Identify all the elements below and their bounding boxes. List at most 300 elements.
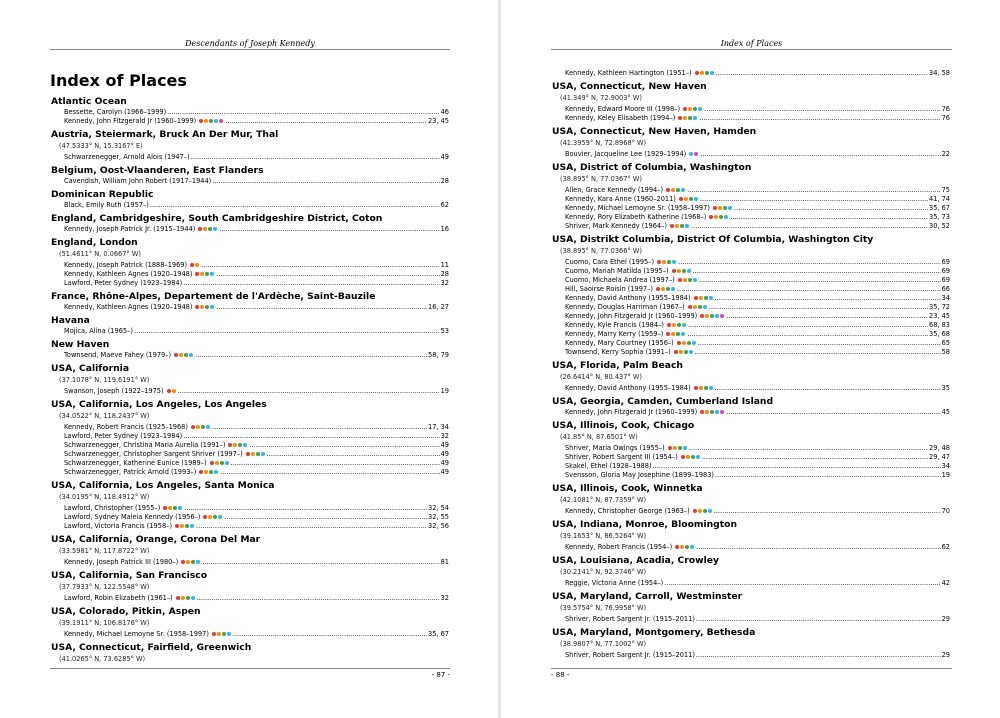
dot-leader <box>216 270 439 279</box>
person-name: Schwarzenegger, Arnold Alois (1947–) <box>64 153 190 161</box>
cyan-dot-icon <box>206 425 210 429</box>
place-group <box>552 591 950 624</box>
person-name: Kennedy, John Fitzgerald Jr (1960–1999) <box>64 117 197 125</box>
page-reference: 29 <box>941 651 950 659</box>
orange-dot-icon <box>705 410 709 414</box>
dot-leader <box>664 579 940 588</box>
index-entry <box>552 543 950 552</box>
dot-leader <box>678 258 941 267</box>
index-entry <box>552 69 950 78</box>
index-entry <box>51 441 449 450</box>
page-number: - 87 - <box>50 668 450 680</box>
orange-dot-icon <box>662 260 666 264</box>
cyan-dot-icon <box>178 506 182 510</box>
index-entry <box>51 630 449 639</box>
running-header: Descendants of Joseph Kennedy <box>50 38 450 50</box>
green-dot-icon <box>220 461 224 465</box>
orange-dot-icon <box>233 443 237 447</box>
dot-leader <box>709 303 928 312</box>
person-name: Mojica, Alina (1965–) <box>64 327 133 335</box>
dot-leader <box>695 348 941 357</box>
index-entry <box>552 303 950 312</box>
place-coordinates: (38.895° N, 77.0366° W) <box>560 247 642 255</box>
dot-leader <box>715 384 941 393</box>
orange-dot-icon <box>200 272 204 276</box>
relationship-dots <box>656 287 676 291</box>
page-reference: 34 <box>941 294 950 302</box>
dot-leader <box>716 69 928 78</box>
red-dot-icon <box>212 632 216 636</box>
cyan-dot-icon <box>708 509 712 513</box>
dot-leader <box>267 450 440 459</box>
page-reference: 16, 27 <box>428 303 449 311</box>
relationship-dots <box>694 296 714 300</box>
green-dot-icon <box>209 470 213 474</box>
dot-leader <box>653 462 941 471</box>
relationship-dots <box>678 116 698 120</box>
place-group <box>51 570 449 603</box>
orange-dot-icon <box>682 341 686 345</box>
page-reference: 65 <box>941 339 950 347</box>
place-heading: England, Cambridgeshire, South Cambridgeshire District, Coton <box>51 213 383 224</box>
cyan-dot-icon <box>690 545 694 549</box>
place-heading: Dominican Republic <box>51 189 154 200</box>
place-heading: France, Rhône-Alpes, Departement de l'Ardèche, Saint-Bauzile <box>51 291 376 302</box>
dot-leader <box>687 330 928 339</box>
relationship-dots <box>199 119 224 123</box>
dot-leader <box>202 558 439 567</box>
dot-leader <box>734 204 928 213</box>
person-name: Kennedy, John Fitzgerald Jr (1960–1999) <box>565 408 698 416</box>
cyan-dot-icon <box>694 197 698 201</box>
cyan-dot-icon <box>672 260 676 264</box>
place-group <box>51 129 449 162</box>
green-dot-icon <box>666 287 670 291</box>
place-heading: Havana <box>51 315 90 326</box>
dot-leader <box>696 615 941 624</box>
orange-dot-icon <box>700 71 704 75</box>
index-entry <box>51 459 449 468</box>
left-page <box>0 0 498 718</box>
cyan-dot-icon <box>243 443 247 447</box>
cyan-dot-icon <box>693 278 697 282</box>
red-dot-icon <box>666 332 670 336</box>
red-dot-icon <box>670 224 674 228</box>
person-name: Kennedy, Edward Moore III (1998–) <box>565 105 681 113</box>
place-coordinates: (41.0265° N, 73.6285° W) <box>59 655 146 663</box>
person-name: Lawford, Peter Sydney (1923–1984) <box>64 432 183 440</box>
index-entry <box>51 387 449 396</box>
red-dot-icon <box>674 350 678 354</box>
place-group <box>552 234 950 357</box>
index-entry <box>51 504 449 513</box>
place-group <box>552 360 950 393</box>
person-name: Cuomo, Cara Ethel (1995–) <box>565 258 655 266</box>
red-dot-icon <box>246 452 250 456</box>
red-dot-icon <box>666 188 670 192</box>
orange-dot-icon <box>675 224 679 228</box>
index-entry <box>51 450 449 459</box>
relationship-dots <box>198 227 218 231</box>
relationship-dots <box>657 260 677 264</box>
red-dot-icon <box>198 227 202 231</box>
index-entry <box>552 453 950 462</box>
index-entry <box>552 408 950 417</box>
page-reference: 35 <box>941 384 950 392</box>
place-coordinates: (37.7933° N, 122.5548° W) <box>59 583 150 591</box>
green-dot-icon <box>191 560 195 564</box>
relationship-dots <box>694 386 714 390</box>
person-name: Kennedy, David Anthony (1955–1984) <box>565 384 691 392</box>
index-entry <box>552 507 950 516</box>
page-reference: 68, 83 <box>929 321 950 329</box>
place-heading: USA, Illinois, Cook, Winnetka <box>552 483 703 494</box>
orange-dot-icon <box>693 305 697 309</box>
page-reference: 81 <box>440 558 449 566</box>
index-entry <box>51 303 449 312</box>
index-entry <box>552 579 950 588</box>
page-reference: 45 <box>941 408 950 416</box>
place-group <box>51 96 449 126</box>
dot-leader <box>730 213 928 222</box>
relationship-dots <box>674 350 694 354</box>
dot-leader <box>134 327 440 336</box>
orange-dot-icon <box>181 596 185 600</box>
page-reference: 34, 58 <box>929 69 950 77</box>
place-group <box>552 555 950 588</box>
cyan-dot-icon <box>693 116 697 120</box>
dot-leader <box>220 468 439 477</box>
place-group <box>51 480 449 531</box>
green-dot-icon <box>704 386 708 390</box>
index-entry <box>552 150 950 159</box>
page-reference: 49 <box>440 450 449 458</box>
page-reference: 23, 45 <box>929 312 950 320</box>
orange-dot-icon <box>217 632 221 636</box>
green-dot-icon <box>705 71 709 75</box>
orange-dot-icon <box>204 119 208 123</box>
index-entry <box>552 651 950 660</box>
cyan-dot-icon <box>709 296 713 300</box>
green-dot-icon <box>222 632 226 636</box>
place-group <box>552 519 950 552</box>
page-number: - 88 - <box>551 668 952 680</box>
place-heading: USA, California, Los Angeles, Los Angeles <box>51 399 267 410</box>
red-dot-icon <box>681 455 685 459</box>
person-name: Kennedy, Joseph Patrick III (1980–) <box>64 558 179 566</box>
place-group <box>51 189 449 210</box>
dot-leader <box>715 471 941 480</box>
page-reference: 69 <box>941 276 950 284</box>
cyan-dot-icon <box>681 332 685 336</box>
page-reference: 29, 48 <box>929 444 950 452</box>
dot-leader <box>700 195 928 204</box>
index-entry <box>552 114 950 123</box>
person-name: Hill, Saoirse Roisin (1997–) <box>565 285 653 293</box>
green-dot-icon <box>256 452 260 456</box>
page-reference: 53 <box>440 327 449 335</box>
relationship-dots <box>666 332 686 336</box>
green-dot-icon <box>687 341 691 345</box>
page-reference: 69 <box>941 258 950 266</box>
green-dot-icon <box>719 215 723 219</box>
place-group <box>51 291 449 312</box>
place-group <box>51 213 449 234</box>
green-dot-icon <box>186 596 190 600</box>
person-name: Cavendish, William John Robert (1917–1944) <box>64 177 212 185</box>
dot-leader <box>698 339 941 348</box>
cyan-dot-icon <box>191 596 195 600</box>
green-dot-icon <box>691 455 695 459</box>
relationship-dots <box>679 197 699 201</box>
orange-dot-icon <box>204 470 208 474</box>
place-heading: USA, California <box>51 363 130 374</box>
red-dot-icon <box>656 287 660 291</box>
cyan-dot-icon <box>681 188 685 192</box>
green-dot-icon <box>698 305 702 309</box>
orange-dot-icon <box>215 461 219 465</box>
red-dot-icon <box>675 545 679 549</box>
index-entry <box>51 351 449 360</box>
cyan-dot-icon <box>687 269 691 273</box>
orange-dot-icon <box>718 206 722 210</box>
cyan-dot-icon <box>715 410 719 414</box>
red-dot-icon <box>175 524 179 528</box>
place-heading: USA, Louisiana, Acadia, Crowley <box>552 555 719 566</box>
page-reference: 28 <box>440 177 449 185</box>
person-name: Reggie, Victoria Anne (1954–) <box>565 579 664 587</box>
place-group <box>552 81 950 123</box>
relationship-dots <box>174 353 194 357</box>
cyan-dot-icon <box>715 314 719 318</box>
green-dot-icon <box>676 188 680 192</box>
red-dot-icon <box>688 305 692 309</box>
cyan-dot-icon <box>710 71 714 75</box>
dot-leader <box>704 105 941 114</box>
index-entry <box>51 423 449 432</box>
page-reference: 66 <box>941 285 950 293</box>
relationship-dots <box>228 443 248 447</box>
page-reference: 35, 67 <box>929 204 950 212</box>
person-name: Kennedy, David Anthony (1955–1984) <box>565 294 691 302</box>
green-dot-icon <box>688 278 692 282</box>
page-reference: 35, 73 <box>929 213 950 221</box>
page-reference: 35, 68 <box>929 330 950 338</box>
person-name: Black, Emily Ruth (1957–) <box>64 201 149 209</box>
person-name: Swanson, Joseph (1922–1975) <box>64 387 164 395</box>
person-name: Kennedy, Kathleen Hartington (1951–) <box>565 69 692 77</box>
place-heading: USA, Maryland, Carroll, Westminster <box>552 591 743 602</box>
dot-leader <box>700 150 940 159</box>
place-heading: Atlantic Ocean <box>51 96 127 107</box>
dot-leader <box>231 459 440 468</box>
index-entry <box>552 348 950 357</box>
page-reference: 16 <box>440 225 449 233</box>
dot-leader <box>201 261 440 270</box>
page-reference: 34 <box>941 462 950 470</box>
relationship-dots <box>203 515 223 519</box>
page-reference: 76 <box>941 114 950 122</box>
orange-dot-icon <box>683 116 687 120</box>
place-coordinates: (41.349° N, 72.9003° W) <box>560 94 642 102</box>
relationship-dots <box>167 389 177 393</box>
person-name: Kennedy, Keley Elisabeth (1994–) <box>565 114 676 122</box>
cyan-dot-icon <box>696 455 700 459</box>
green-dot-icon <box>689 197 693 201</box>
page-reference: 58, 79 <box>428 351 449 359</box>
page-reference: 29 <box>941 615 950 623</box>
index-entry <box>552 285 950 294</box>
relationship-dots <box>163 506 183 510</box>
relationship-dots <box>666 188 686 192</box>
green-dot-icon <box>205 272 209 276</box>
pink-dot-icon <box>720 314 724 318</box>
green-dot-icon <box>723 206 727 210</box>
index-entry <box>552 267 950 276</box>
green-dot-icon <box>703 509 707 513</box>
red-dot-icon <box>683 107 687 111</box>
green-dot-icon <box>682 269 686 273</box>
cyan-dot-icon <box>703 305 707 309</box>
page-reference: 42 <box>941 579 950 587</box>
green-dot-icon <box>680 224 684 228</box>
green-dot-icon <box>185 524 189 528</box>
orange-dot-icon <box>200 305 204 309</box>
dot-leader <box>693 267 941 276</box>
page-reference: 46 <box>440 108 449 116</box>
dot-leader <box>212 177 439 186</box>
cyan-dot-icon <box>683 446 687 450</box>
place-group <box>51 165 449 186</box>
dot-leader <box>184 504 427 513</box>
index-entry <box>51 279 449 288</box>
cyan-dot-icon <box>261 452 265 456</box>
cyan-dot-icon <box>698 107 702 111</box>
index-entry <box>51 261 449 270</box>
orange-dot-icon <box>251 452 255 456</box>
red-dot-icon <box>195 305 199 309</box>
green-dot-icon <box>688 116 692 120</box>
green-dot-icon <box>209 119 213 123</box>
index-entry <box>51 522 449 531</box>
index-entry <box>552 294 950 303</box>
relationship-dots <box>668 446 688 450</box>
page-reference: 32, 55 <box>428 513 449 521</box>
person-name: Kennedy, Robert Francis (1925–1968) <box>64 423 188 431</box>
person-name: Kennedy, Joseph Patrick (1888–1969) <box>64 261 188 269</box>
red-dot-icon <box>695 71 699 75</box>
place-group <box>552 420 950 480</box>
place-heading: England, London <box>51 237 138 248</box>
green-dot-icon <box>685 545 689 549</box>
green-dot-icon <box>205 305 209 309</box>
person-name: Kennedy, Kathleen Agnes (1920–1948) <box>64 270 193 278</box>
cyan-dot-icon <box>190 524 194 528</box>
page-reference: 35, 67 <box>428 630 449 638</box>
index-entry <box>552 384 950 393</box>
place-heading: USA, Connecticut, Fairfield, Greenwich <box>51 642 252 653</box>
dot-leader <box>726 408 940 417</box>
place-coordinates: (38.895° N, 77.0367° W) <box>560 175 642 183</box>
red-dot-icon <box>700 314 704 318</box>
page-reference: 62 <box>440 201 449 209</box>
relationship-dots <box>683 107 703 111</box>
red-dot-icon <box>668 446 672 450</box>
place-heading: USA, California, San Francisco <box>51 570 208 581</box>
place-group <box>51 399 449 477</box>
place-heading: Belgium, Oost-Vlaanderen, East Flanders <box>51 165 264 176</box>
person-name: Lawford, Christopher (1955–) <box>64 504 161 512</box>
green-dot-icon <box>184 353 188 357</box>
page-reference: 49 <box>440 153 449 161</box>
place-coordinates: (41.3959° N, 72.8968° W) <box>560 139 647 147</box>
person-name: Kennedy, Michael Lemoyne Sr. (1958–1997) <box>64 630 209 638</box>
page-reference: 49 <box>440 441 449 449</box>
page-reference: 32 <box>440 432 449 440</box>
page-reference: 41, 74 <box>929 195 950 203</box>
red-dot-icon <box>181 560 185 564</box>
page-reference: 70 <box>941 507 950 515</box>
index-entry <box>51 153 449 162</box>
place-heading: USA, California, Los Angeles, Santa Monica <box>51 480 275 491</box>
person-name: Kennedy, Rory Elizabeth Katherine (1968–) <box>565 213 707 221</box>
dot-leader <box>702 453 928 462</box>
dot-leader <box>691 222 928 231</box>
person-name: Lawford, Robin Elizabeth (1961–) <box>64 594 173 602</box>
person-name: Kennedy, Kara Anne (1960–2011) <box>565 195 676 203</box>
index-entry <box>552 312 950 321</box>
page-reference: 30, 52 <box>929 222 950 230</box>
orange-dot-icon <box>684 197 688 201</box>
place-heading: USA, Distrikt Columbia, District Of Columbia, Washington City <box>552 234 874 245</box>
right-page <box>501 0 1000 718</box>
place-heading: USA, Connecticut, New Haven <box>552 81 707 92</box>
place-coordinates: (30.2141° N, 92.3746° W) <box>560 568 647 576</box>
dot-leader <box>150 201 440 210</box>
relationship-dots <box>246 452 266 456</box>
dot-leader <box>183 432 439 441</box>
cyan-dot-icon <box>210 272 214 276</box>
person-name: Kennedy, Kyle Francis (1984–) <box>565 321 664 329</box>
person-name: Townsend, Kerry Sophia (1991–) <box>565 348 671 356</box>
page-reference: 29, 47 <box>929 453 950 461</box>
dot-leader <box>196 522 427 531</box>
place-heading: USA, Maryland, Montgomery, Bethesda <box>552 627 756 638</box>
place-coordinates: (42.1081° N, 87.7359° W) <box>560 496 647 504</box>
relationship-dots <box>700 314 725 318</box>
red-dot-icon <box>694 386 698 390</box>
index-entry <box>552 258 950 267</box>
relationship-dots <box>689 152 699 156</box>
dot-leader <box>178 387 440 396</box>
person-name: Schwarzenegger, Katherine Eunice (1989–) <box>64 459 207 467</box>
dot-leader <box>191 153 440 162</box>
red-dot-icon <box>672 269 676 273</box>
orange-dot-icon <box>683 278 687 282</box>
green-dot-icon <box>213 515 217 519</box>
page-reference: 19 <box>440 387 449 395</box>
place-coordinates: (37.1078° N, 119.6191° W) <box>59 376 150 384</box>
place-coordinates: (33.5981° N, 117.8722° W) <box>59 547 150 555</box>
red-dot-icon <box>677 341 681 345</box>
page-reference: 28 <box>440 270 449 278</box>
index-entry <box>51 513 449 522</box>
place-heading: USA, Indiana, Monroe, Bloomington <box>552 519 737 530</box>
orange-dot-icon <box>673 446 677 450</box>
cyan-dot-icon <box>689 152 693 156</box>
dot-leader <box>219 225 439 234</box>
index-entry <box>552 615 950 624</box>
